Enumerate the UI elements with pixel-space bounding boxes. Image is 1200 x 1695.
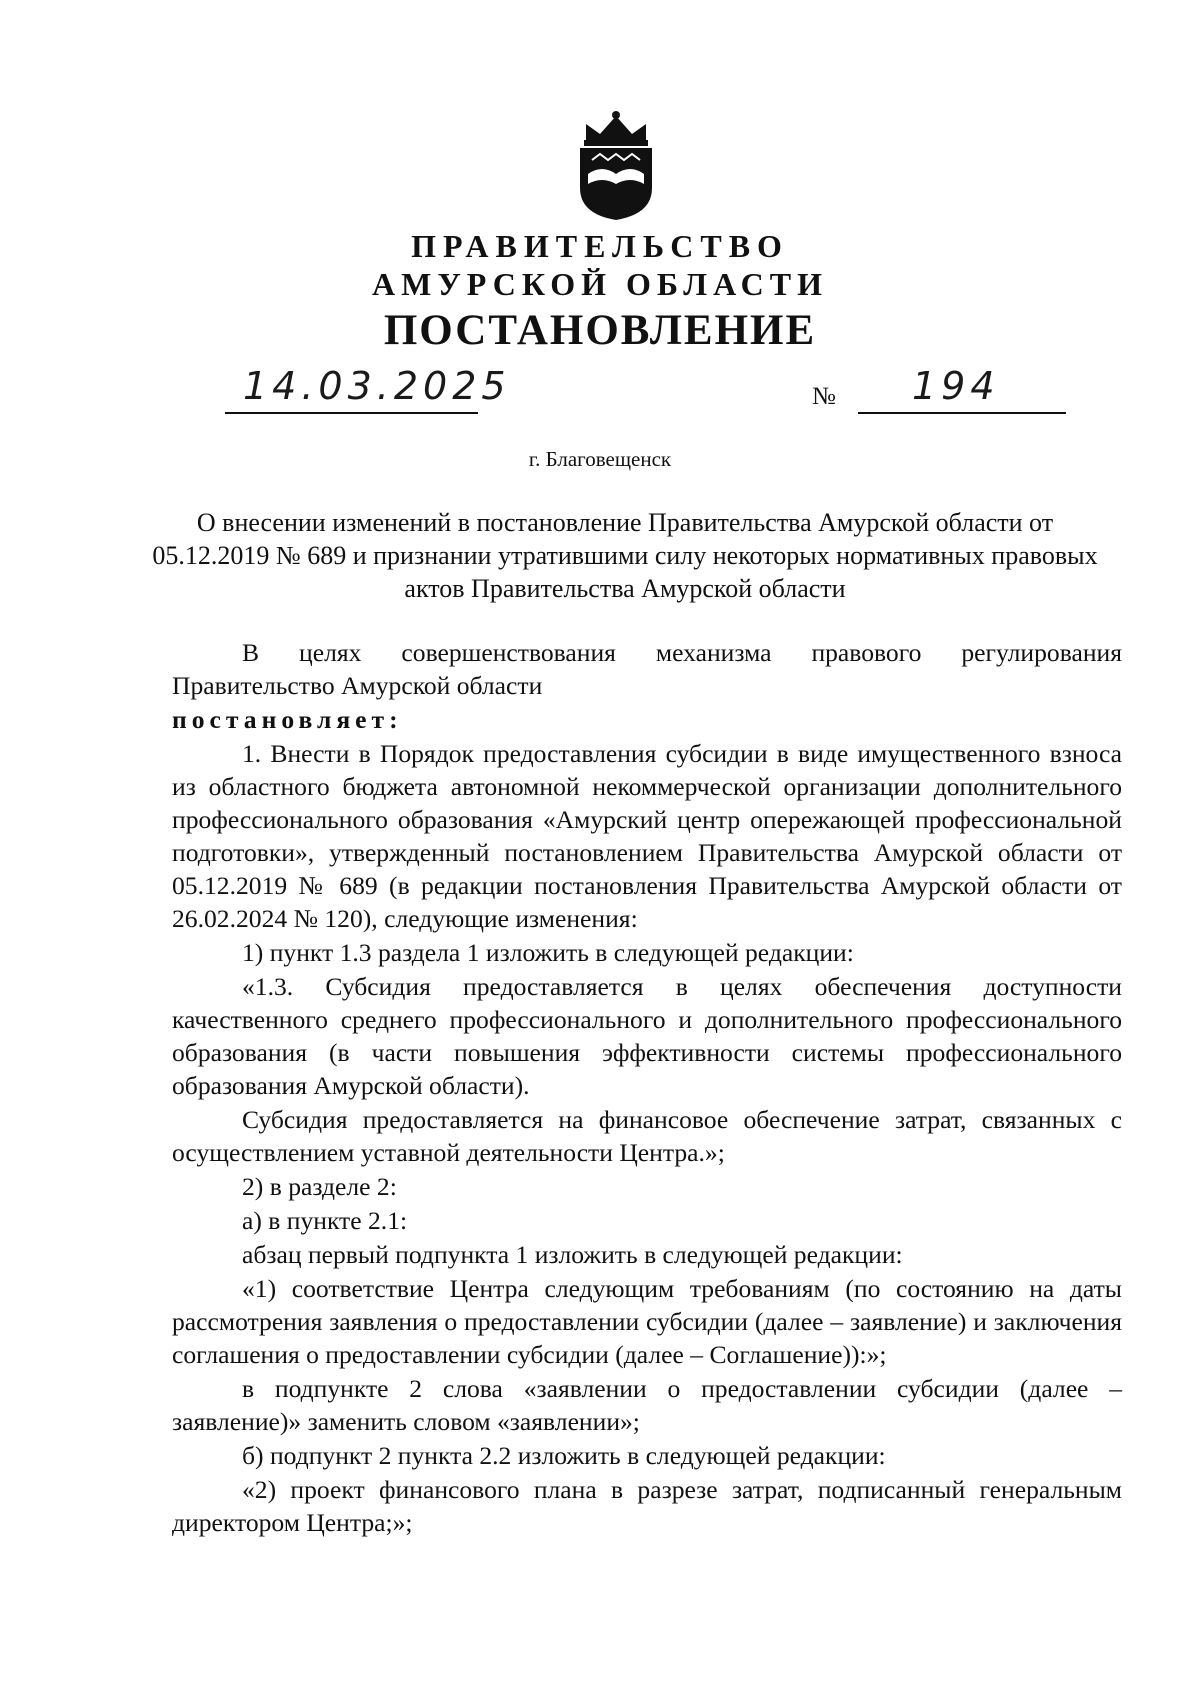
- body-paragraph: Субсидия предоставляется на финансовое обеспечение затрат, связанных с осуществлением уставной деятельности Центра.»;: [172, 1105, 1122, 1167]
- decree-paragraph: [172, 703, 1122, 736]
- city-label: г. Благовещенск: [528, 447, 672, 471]
- body-paragraph: «1.3. Субсидия предоставляется в целях обеспечения доступности качественного среднего профессионального и дополнительного профессионального образования (в части повышения эффективности системы профессионального образования Амурской области).: [172, 972, 1122, 1100]
- body-paragraph: 1. Внести в Порядок предоставления субсидии в виде имущественного взноса из областного бюджета автономной некоммерческой организации дополнительного профессионального образования «Амурский центр опережающей профессиональной подготовки», утвержденный постановлением Правительства Амурской области от 05.12.2019 № 689 (в редакции постановления Правительства Амурской области от 26.02.2024 № 120), следующие изменения:: [172, 739, 1122, 933]
- government-name-line1: ПРАВИТЕЛЬСТВО: [411, 228, 789, 264]
- handwritten-date: 14.03.2025: [243, 364, 511, 408]
- document-body: [172, 636, 1122, 1540]
- preamble-paragraph: В целях совершенствования механизма правового регулирования Правительство Амурской области: [172, 638, 1122, 700]
- date-underline: [225, 412, 478, 414]
- number-sign: №: [812, 383, 836, 410]
- document-type-title: ПОСТАНОВЛЕНИЕ: [383, 307, 817, 354]
- body-paragraph: «1) соответствие Центра следующим требованиям (по состоянию на даты рассмотрения заявления о предоставлении субсидии (далее – заявление) и заключения соглашения о предоставлении субсидии (далее – Соглашение)):»;: [172, 1274, 1122, 1369]
- body-paragraph: абзац первый подпункта 1 изложить в следующей редакции:: [242, 1240, 903, 1269]
- government-name-line2: АМУРСКОЙ ОБЛАСТИ: [372, 266, 828, 302]
- body-paragraph: «2) проект финансового плана в разрезе затрат, подписанный генеральным директором Центра;»;: [172, 1475, 1122, 1537]
- body-paragraph: в подпункте 2 слова «заявлении о предоставлении субсидии (далее – заявление)» заменить словом «заявлении»;: [172, 1374, 1122, 1436]
- number-underline: [858, 412, 1066, 414]
- handwritten-number: 194: [912, 364, 1000, 408]
- body-paragraph: б) подпункт 2 пункта 2.2 изложить в следующей редакции:: [242, 1441, 886, 1470]
- decree-word: постановляет:: [172, 705, 403, 734]
- body-paragraph: а) в пункте 2.1:: [242, 1206, 408, 1235]
- amur-coat-of-arms-icon: [570, 110, 662, 222]
- document-subject: О внесении изменений в постановление Правительства Амурской области от 05.12.2019 № 689 и признании утратившими силу некоторых нормативных правовых актов Правительства Амурской области: [152, 508, 1098, 603]
- body-paragraph: 1) пункт 1.3 раздела 1 изложить в следующей редакции:: [242, 938, 854, 967]
- body-paragraph: 2) в разделе 2:: [242, 1172, 397, 1201]
